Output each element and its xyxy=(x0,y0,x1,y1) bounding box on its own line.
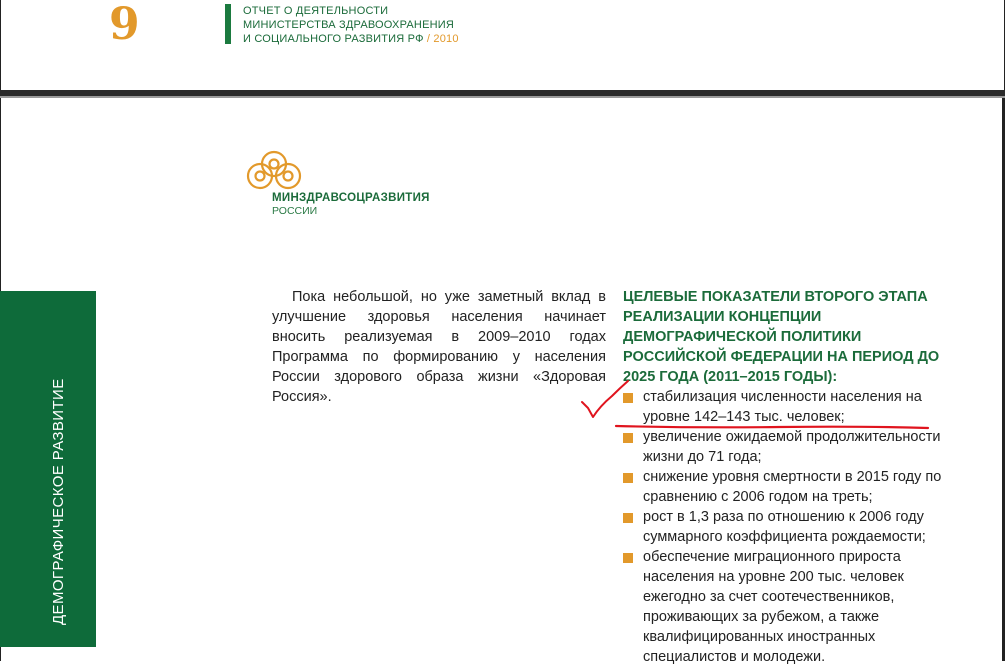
report-title-line2: МИНИСТЕРСТВА ЗДРАВООХРАНЕНИЯ xyxy=(243,19,455,31)
list-item-text: увеличение ожидаемой продолжительности жизни до 71 года; xyxy=(643,429,941,465)
list-item xyxy=(623,387,958,427)
list-item-text: снижение уровня смертности в 2015 году по сравнению с 2006 годом на треть; xyxy=(643,469,942,505)
report-title-sep: / xyxy=(423,33,434,45)
logo-subtitle: РОССИИ xyxy=(272,205,318,217)
list-item xyxy=(623,467,958,507)
section-label: ДЕМОГРАФИЧЕСКОЕ РАЗВИТИЕ xyxy=(50,378,67,625)
intro-paragraph-block xyxy=(272,287,606,407)
report-title xyxy=(243,4,459,46)
bullet-square-icon xyxy=(623,393,633,403)
bullet-square-icon xyxy=(623,433,633,443)
bullet-square-icon xyxy=(623,513,633,523)
report-title-line3: И СОЦИАЛЬНОГО РАЗВИТИЯ РФ xyxy=(243,33,424,45)
list-item xyxy=(623,547,958,667)
previous-page-strip xyxy=(0,0,1005,90)
report-title-line3-wrap xyxy=(243,32,459,46)
report-title-line1: ОТЧЕТ О ДЕЯТЕЛЬНОСТИ xyxy=(243,5,389,17)
bullet-square-icon xyxy=(623,473,633,483)
logo-wordmark: МИНЗДРАВСОЦРАЗВИТИЯ xyxy=(272,192,430,204)
list-item xyxy=(623,507,958,547)
ministry-logo-icon xyxy=(243,150,305,192)
targets-list xyxy=(623,387,958,667)
section-heading: ЦЕЛЕВЫЕ ПОКАЗАТЕЛИ ВТОРОГО ЭТАПА РЕАЛИЗАЦИИ КОНЦЕПЦИИ ДЕМОГРАФИЧЕСКОЙ ПОЛИТИКИ РОССИЙСКОЙ ФЕДЕРАЦИИ НА ПЕРИОД ДО 2025 ГОДА (2011–2015 ГОДЫ): xyxy=(623,289,940,385)
report-year: 2010 xyxy=(433,33,459,45)
header-accent-bar xyxy=(225,4,231,44)
list-item-text: рост в 1,3 раза по отношению к 2006 году суммарного коэффициента рождаемости; xyxy=(643,509,926,545)
section-side-tab xyxy=(0,291,96,647)
intro-paragraph: Пока небольшой, но уже заметный вклад в улучшение здоровья населения начинает вносить реализуемая в 2009–2010 годах Программа по формированию у населения России здорового образа жизни «Здоровая Россия». xyxy=(272,289,606,405)
list-item-text: стабилизация численности населения на уровне 142–143 тыс. человек; xyxy=(643,389,922,425)
list-item xyxy=(623,427,958,467)
page-number: 9 xyxy=(109,0,140,50)
bullet-square-icon xyxy=(623,553,633,563)
list-item-text: обеспечение миграционного прироста населения на уровне 200 тыс. человек ежегодно за счет соотечественников, проживающих за рубежом, а также квалифицированных иностранных специалистов и молодежи. xyxy=(643,549,904,665)
